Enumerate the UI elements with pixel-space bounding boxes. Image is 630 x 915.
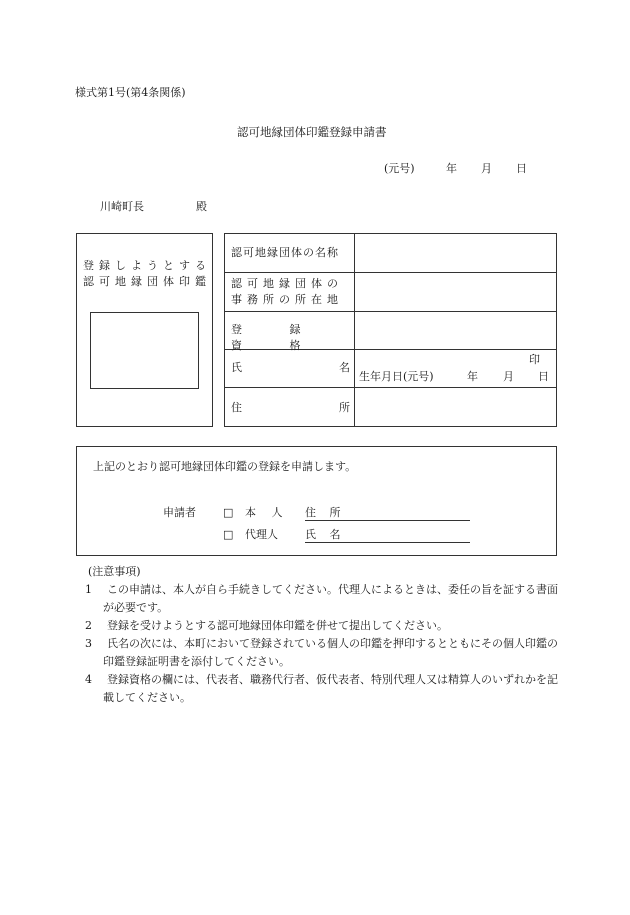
- notes-heading: (注意事項): [88, 565, 141, 578]
- table-column-divider: [354, 234, 355, 426]
- name-field-label: 氏 名: [305, 528, 346, 541]
- office-address-field[interactable]: [357, 275, 553, 309]
- row-divider: [225, 387, 556, 388]
- representative-address-field[interactable]: [357, 390, 553, 424]
- group-name-field[interactable]: [357, 236, 553, 270]
- note-number: 3: [85, 637, 92, 650]
- note-number: 1: [85, 583, 92, 596]
- seal-box-label-2: 認可地縁団体印鑑: [83, 275, 211, 288]
- date-day: 日: [516, 162, 527, 175]
- note-item: [85, 617, 563, 635]
- date-month: 月: [481, 162, 492, 175]
- applicant-name-line[interactable]: [305, 542, 470, 543]
- option-agent-label: 代理人: [245, 528, 278, 541]
- addressee: 川崎町長: [100, 200, 144, 213]
- seal-mark: 印: [529, 353, 540, 366]
- qualification-label: 登 録 資 格: [231, 323, 323, 352]
- address-label-first: 住: [231, 401, 242, 414]
- seal-box-label-1: 登録しようとする: [83, 259, 211, 272]
- note-number: 2: [85, 619, 92, 632]
- birthdate-day: 日: [538, 370, 549, 383]
- address-field-label: 住 所: [305, 506, 346, 519]
- date-era: (元号): [384, 162, 415, 175]
- note-text: 登録資格の欄には、代表者、職務代行者、仮代表者、特別代理人又は精算人のいずれかを記載してください。: [103, 673, 558, 704]
- note-item: [85, 671, 563, 707]
- note-number: 4: [85, 673, 92, 686]
- document-title: 認可地縁団体印鑑登録申請書: [237, 125, 387, 139]
- form-number: 様式第1号(第4条関係): [75, 86, 186, 99]
- office-address-label-1: 認可地縁団体の: [231, 277, 343, 290]
- qualification-field[interactable]: [357, 313, 553, 347]
- row-divider: [225, 311, 556, 312]
- applicant-info-table: [224, 233, 557, 427]
- name-label-second: 名: [339, 361, 350, 374]
- note-text: この申請は、本人が自ら手続きしてください。代理人によるときは、委任の旨を証する書面が必要です。: [103, 583, 558, 614]
- note-text: 登録を受けようとする認可地縁団体印鑑を併せて提出してください。: [107, 619, 448, 632]
- note-item: [85, 635, 563, 671]
- option-self-label: 本 人: [245, 506, 289, 519]
- office-address-label-2: 事務所の所在地: [231, 293, 343, 306]
- declaration-box: [76, 446, 557, 556]
- row-divider: [225, 272, 556, 273]
- agent-checkbox[interactable]: □: [223, 528, 234, 541]
- address-label-second: 所: [339, 401, 350, 414]
- seal-registration-box: [76, 233, 213, 427]
- notes-section: [85, 563, 563, 707]
- self-checkbox[interactable]: □: [223, 506, 234, 519]
- applicant-address-line[interactable]: [305, 520, 470, 521]
- seal-stamp-area[interactable]: [90, 312, 199, 389]
- note-item: [85, 581, 563, 617]
- name-label-first: 氏: [231, 361, 242, 374]
- date-year: 年: [446, 162, 457, 175]
- applicant-label: 申請者: [163, 506, 196, 519]
- note-text: 氏名の次には、本町において登録されている個人の印鑑を押印するとともにその個人印鑑の印鑑登録証明書を添付してください。: [103, 637, 558, 668]
- honorific: 殿: [196, 200, 207, 213]
- group-name-label: 認可地縁団体の名称: [231, 246, 339, 259]
- birthdate-label: 生年月日(元号): [359, 370, 434, 383]
- declaration-statement: 上記のとおり認可地縁団体印鑑の登録を申請します。: [93, 460, 357, 473]
- birthdate-year: 年: [467, 370, 478, 383]
- birthdate-month: 月: [503, 370, 514, 383]
